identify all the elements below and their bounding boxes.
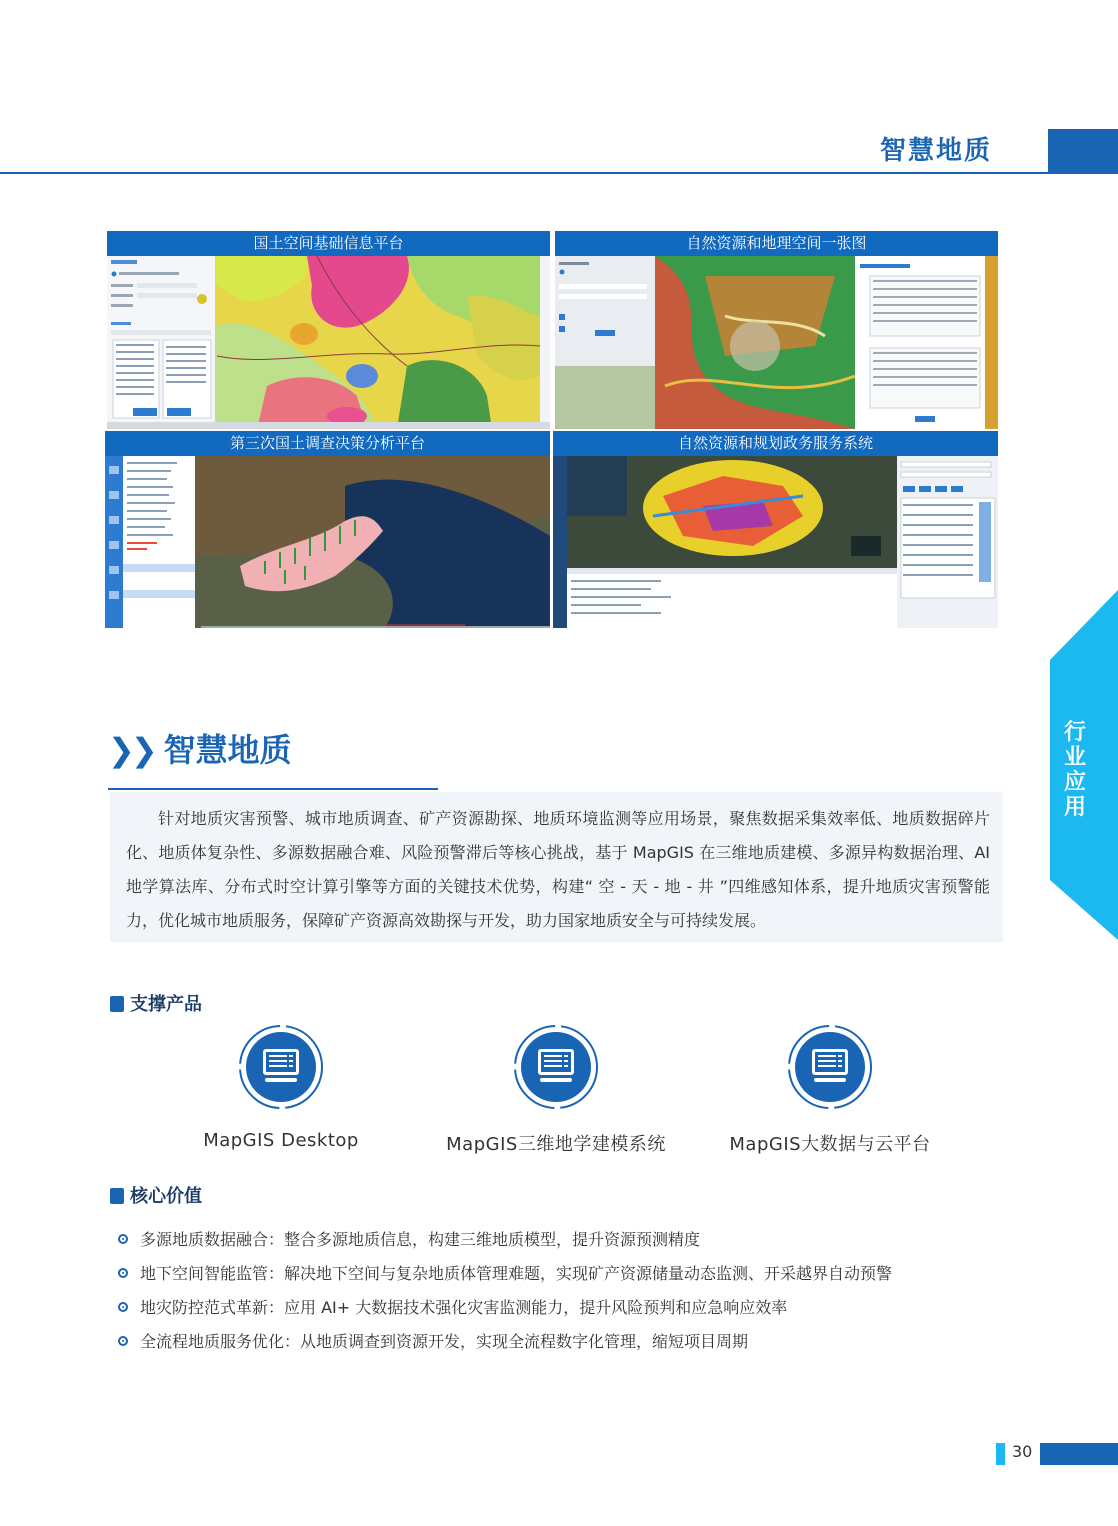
double-chevron-icon: ❯❯ [108, 731, 154, 769]
map-screenshot-4 [553, 456, 998, 628]
badge-icon [110, 1188, 124, 1204]
product-name: MapGIS三维地学建模系统 [446, 1134, 666, 1155]
section-title-rule [108, 788, 438, 790]
panel-image [555, 256, 998, 429]
panel-image [107, 256, 550, 429]
bullet-icon [118, 1234, 128, 1244]
product-name: MapGIS大数据与云平台 [729, 1134, 931, 1155]
side-tab-label: 行业应用 [1063, 720, 1086, 820]
monitor-icon [511, 1022, 601, 1112]
list-item-text: 地灾防控范式革新：应用 AI+ 大数据技术强化灾害监测能力，提升风险预判和应急响应效率 [140, 1298, 788, 1317]
bullet-icon [118, 1268, 128, 1278]
monitor-icon [785, 1022, 875, 1112]
screenshot-panel-1 [107, 231, 550, 429]
core-values-heading [110, 1182, 202, 1208]
list-item [118, 1296, 1018, 1330]
page-number: 30 [1012, 1442, 1033, 1461]
list-item-text: 多源地质数据融合：整合多源地质信息，构建三维地质模型，提升资源预测精度 [140, 1230, 701, 1249]
screenshot-panel-2 [555, 231, 998, 429]
map-screenshot-2 [555, 256, 998, 429]
intro-paragraph: 针对地质灾害预警、城市地质调查、矿产资源勘探、地质环境监测等应用场景，聚焦数据采集效率低、地质数据碎片化、地质体复杂性、多源数据融合难、风险预警滞后等核心挑战，基于 MapGIS 在三维地质建模、多源异构数据治理、AI 地学算法库、分布式时空计算引擎等方面的关键技术优势，构建“ 空 - 天 - 地 - 井 ”四维感知体系，提升地质灾害预警能力，优化城市地质服务，保障矿产资源高效勘探与开发，助力国家地质安全与可持续发展。 [126, 809, 990, 930]
panel-title: 自然资源和规划政务服务系统 [553, 431, 998, 456]
list-item-text: 全流程地质服务优化：从地质调查到资源开发，实现全流程数字化管理，缩短项目周期 [140, 1332, 749, 1351]
product-name: MapGIS Desktop [203, 1130, 359, 1151]
page-number-marker [996, 1443, 1005, 1465]
section-title [108, 725, 292, 771]
panel-image [105, 456, 550, 628]
list-item [118, 1228, 1018, 1262]
products-heading [110, 990, 202, 1016]
panel-title: 第三次国土调查决策分析平台 [105, 431, 550, 456]
screenshot-panel-3 [105, 431, 550, 628]
core-values-list [118, 1228, 1018, 1364]
page-number-bar [1040, 1443, 1118, 1465]
list-item [118, 1330, 1018, 1364]
document-icon [110, 996, 124, 1012]
list-item [118, 1262, 1018, 1296]
product-card [710, 1022, 950, 1156]
panel-title: 国土空间基础信息平台 [107, 231, 550, 256]
screenshot-panel-4 [553, 431, 998, 628]
map-screenshot-3 [105, 456, 550, 628]
bullet-icon [118, 1302, 128, 1312]
product-card [436, 1022, 676, 1156]
monitor-icon [236, 1022, 326, 1112]
product-card [161, 1022, 401, 1151]
bullet-icon [118, 1336, 128, 1346]
header-block [1048, 129, 1118, 174]
header-rule [0, 172, 1050, 174]
list-item-text: 地下空间智能监管：解决地下空间与复杂地质体管理难题，实现矿产资源储量动态监测、开采越界自动预警 [140, 1264, 893, 1283]
intro-box [110, 792, 1003, 942]
products-heading-text: 支撑产品 [130, 994, 202, 1015]
core-values-heading-text: 核心价值 [130, 1186, 202, 1207]
panel-title: 自然资源和地理空间一张图 [555, 231, 998, 256]
section-title-text: 智慧地质 [163, 731, 292, 769]
map-screenshot-1 [107, 256, 550, 429]
panel-image [553, 456, 998, 628]
header-title: 智慧地质 [880, 136, 993, 166]
